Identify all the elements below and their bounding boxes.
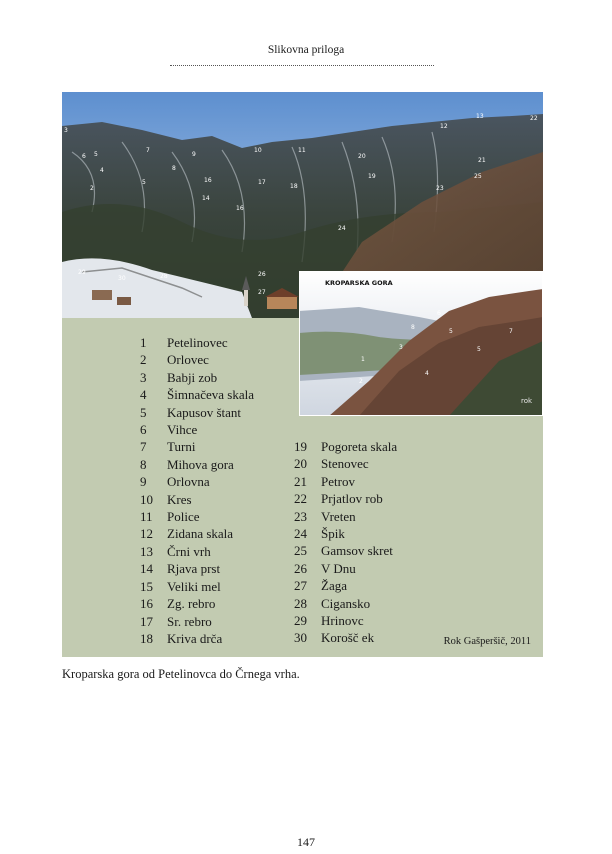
legend-number: 15: [140, 578, 153, 594]
legend-item: [294, 577, 397, 594]
legend-number: 26: [294, 560, 307, 576]
svg-text:20: 20: [358, 153, 366, 160]
legend-item: [140, 334, 254, 351]
legend-name: Prjatlov rob: [321, 491, 383, 507]
legend-item: [294, 595, 397, 612]
legend-number: 12: [140, 526, 153, 542]
legend-item: [140, 491, 254, 508]
legend-item: [294, 560, 397, 577]
svg-text:16: 16: [204, 177, 212, 184]
svg-text:16: 16: [236, 205, 244, 212]
svg-text:2: 2: [359, 378, 363, 385]
legend-number: 18: [140, 630, 153, 646]
legend-name: Rjava prst: [167, 561, 221, 577]
legend-item: [140, 595, 254, 612]
legend-number: 1: [140, 335, 147, 350]
legend-number: 6: [140, 422, 147, 438]
legend-name: Pogoreta skala: [321, 439, 398, 454]
legend-number: 5: [140, 404, 147, 420]
svg-text:2: 2: [90, 185, 94, 192]
legend-name: Špik: [321, 526, 345, 542]
legend-item: [294, 629, 397, 646]
legend-name: Kres: [167, 491, 192, 507]
legend-name: Žaga: [321, 578, 347, 594]
legend-number: 23: [294, 508, 307, 524]
legend-number: 25: [294, 543, 307, 559]
legend-name: Mihova gora: [167, 456, 234, 472]
svg-text:28: 28: [160, 273, 168, 280]
svg-text:5: 5: [449, 328, 453, 335]
legend-number: 28: [294, 595, 307, 611]
inset-title: KROPARSKA GORA: [325, 279, 393, 287]
svg-text:7: 7: [146, 147, 150, 154]
legend-name: Hrinovc: [321, 613, 364, 629]
legend-number: 20: [294, 456, 307, 472]
svg-text:8: 8: [172, 165, 176, 172]
legend-name: V Dnu: [321, 560, 356, 576]
figure: [62, 92, 543, 657]
svg-text:27: 27: [258, 289, 266, 296]
legend-number: 19: [294, 439, 307, 454]
svg-text:24: 24: [338, 225, 346, 232]
legend-item: [140, 351, 254, 368]
legend-item: [294, 490, 397, 507]
legend-name: Kapusov štant: [167, 404, 242, 420]
svg-text:5: 5: [142, 179, 146, 186]
svg-text:3: 3: [64, 127, 68, 134]
legend-number: 13: [140, 543, 153, 559]
legend-name: Vihce: [167, 422, 198, 438]
running-head: Slikovna priloga: [267, 44, 345, 56]
legend-name: Korošč ek: [321, 630, 375, 646]
legend-item: [140, 630, 254, 647]
legend-item: [140, 438, 254, 455]
svg-text:13: 13: [476, 113, 484, 120]
svg-text:4: 4: [425, 370, 429, 377]
legend-item: [140, 578, 254, 595]
legend-name: Šimnačeva skala: [167, 387, 254, 403]
svg-text:6: 6: [82, 153, 86, 160]
legend-name: Petelinovec: [167, 335, 228, 350]
svg-text:10: 10: [254, 147, 262, 154]
figure-caption: Kroparska gora od Petelinovca do Črnega vrha.: [62, 667, 300, 681]
legend-name: Babji zob: [167, 369, 218, 385]
page-number: 147: [297, 835, 315, 849]
legend-number: 30: [294, 630, 307, 646]
legend-item: [140, 543, 254, 560]
legend-number: 2: [140, 352, 147, 368]
svg-text:14: 14: [202, 195, 210, 202]
legend-item: [140, 525, 254, 542]
legend-item: [140, 369, 254, 386]
legend-item: [140, 508, 254, 525]
legend-name: Zg. rebro: [167, 596, 216, 612]
legend-number: 3: [140, 369, 147, 385]
legend-name: Sr. rebro: [167, 613, 212, 629]
legend-name: Turni: [167, 439, 196, 455]
svg-text:25: 25: [474, 173, 482, 180]
legend-name: Police: [167, 509, 200, 525]
svg-text:8: 8: [411, 324, 415, 331]
legend-number: 27: [294, 578, 307, 594]
legend-item: [140, 560, 254, 577]
legend-item: [140, 421, 254, 438]
legend-name: Črni vrh: [167, 543, 211, 559]
svg-text:17: 17: [258, 179, 266, 186]
svg-text:3: 3: [399, 344, 403, 351]
legend-name: Zidana skala: [167, 526, 234, 542]
legend-number: 21: [294, 473, 307, 489]
legend-name: Cigansko: [321, 595, 371, 611]
legend-column-2: [294, 438, 397, 647]
legend-number: 29: [294, 613, 307, 629]
legend-item: [140, 456, 254, 473]
legend-name: Orlovna: [167, 474, 210, 490]
legend-number: 7: [140, 439, 147, 455]
legend-item: [140, 404, 254, 421]
svg-text:30: 30: [118, 275, 126, 282]
svg-text:1: 1: [361, 356, 365, 363]
legend-number: 14: [140, 561, 153, 577]
legend-number: 8: [140, 456, 147, 472]
legend-name: Orlovec: [167, 352, 209, 368]
legend-number: 10: [140, 491, 153, 507]
svg-text:21: 21: [478, 157, 486, 164]
svg-text:19: 19: [368, 173, 376, 180]
svg-text:5: 5: [94, 151, 98, 158]
legend-number: 9: [140, 474, 147, 490]
legend-item: [294, 542, 397, 559]
header-dotted-rule: [170, 65, 434, 66]
legend-number: 16: [140, 596, 153, 612]
legend-name: Veliki mel: [167, 578, 221, 594]
legend-number: 22: [294, 491, 307, 507]
svg-text:4: 4: [100, 167, 104, 174]
svg-text:9: 9: [192, 151, 196, 158]
legend-item: [294, 473, 397, 490]
svg-text:18: 18: [290, 183, 298, 190]
inset-photo-tag: rok: [521, 397, 533, 405]
legend-number: 11: [140, 509, 153, 525]
svg-text:11: 11: [298, 147, 306, 154]
inset-photo-kroparska-gora: [299, 271, 543, 416]
svg-text:23: 23: [436, 185, 444, 192]
svg-text:29: 29: [78, 269, 86, 276]
legend-number: 4: [140, 387, 147, 403]
legend-item: [294, 455, 397, 472]
svg-text:22: 22: [530, 115, 538, 122]
legend-number: 17: [140, 613, 153, 629]
legend-name: Kriva drča: [167, 630, 223, 646]
legend-name: Stenovec: [321, 456, 369, 472]
svg-text:12: 12: [440, 123, 448, 130]
legend-item: [294, 612, 397, 629]
legend-item: [294, 525, 397, 542]
legend-name: Petrov: [321, 473, 355, 489]
photo-credit: Rok Gašperšič, 2011: [443, 636, 531, 647]
svg-text:26: 26: [258, 271, 266, 278]
legend-item: [140, 386, 254, 403]
svg-text:6: 6: [437, 310, 441, 317]
legend-item: [294, 438, 397, 455]
legend-item: [140, 613, 254, 630]
svg-text:7: 7: [509, 328, 513, 335]
legend-name: Gamsov skret: [321, 543, 393, 559]
legend-item: [294, 508, 397, 525]
legend-item: [140, 473, 254, 490]
svg-text:5: 5: [477, 346, 481, 353]
legend-name: Vreten: [321, 508, 356, 524]
legend-column-1: [140, 334, 254, 647]
legend-number: 24: [294, 526, 307, 542]
